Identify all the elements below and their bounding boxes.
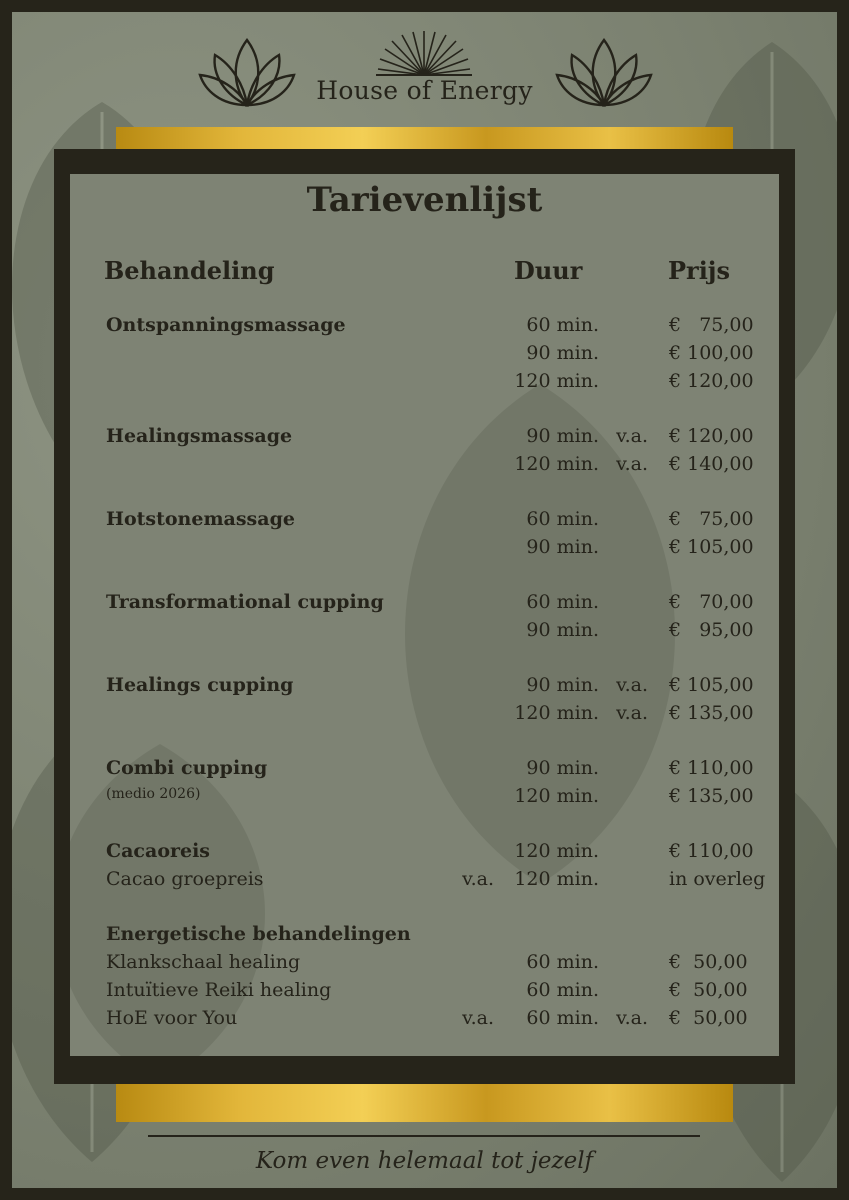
duration-value: 60 min. — [526, 979, 599, 1001]
treatment-name: Klankschaal healing — [106, 951, 301, 973]
brand-name: House of Energy — [316, 76, 533, 105]
duration-value: 120 min. — [514, 453, 599, 475]
gold-band-bottom — [116, 1084, 733, 1122]
price-value: € 110,00 — [669, 840, 754, 862]
header-treatment: Behandeling — [104, 256, 275, 285]
treatment-name: Combi cupping — [106, 757, 268, 779]
duration-value: 120 min. — [514, 868, 599, 890]
price-value: € 50,00 — [669, 951, 748, 973]
price-value: in overleg — [669, 868, 766, 890]
price-value: € 135,00 — [669, 785, 754, 807]
from-label: v.a. — [462, 1007, 494, 1029]
price-value: € 140,00 — [669, 453, 754, 475]
duration-value: 60 min. — [526, 591, 599, 613]
header-price: Prijs — [668, 256, 731, 285]
treatment-name: Healings cupping — [106, 674, 294, 696]
treatment-name: Cacaoreis — [106, 840, 210, 862]
from-label: v.a. — [616, 674, 648, 696]
duration-value: 60 min. — [526, 951, 599, 973]
from-label: v.a. — [616, 702, 648, 724]
duration-value: 120 min. — [514, 702, 599, 724]
divider-line — [148, 1135, 700, 1137]
price-value: € 120,00 — [669, 425, 754, 447]
treatment-name: Energetische behandelingen — [106, 923, 411, 945]
duration-value: 90 min. — [526, 425, 599, 447]
price-value: € 75,00 — [669, 508, 754, 530]
treatment-name: Hotstonemassage — [106, 508, 295, 530]
duration-value: 90 min. — [526, 619, 599, 641]
price-value: € 120,00 — [669, 370, 754, 392]
price-value: € 95,00 — [669, 619, 754, 641]
sunburst-icon — [376, 31, 472, 75]
duration-value: 90 min. — [526, 536, 599, 558]
duration-value: 90 min. — [526, 342, 599, 364]
price-value: € 50,00 — [669, 1007, 748, 1029]
treatment-name: Intuïtieve Reiki healing — [106, 979, 332, 1001]
price-value: € 105,00 — [669, 674, 754, 696]
gold-band-top — [116, 127, 733, 149]
treatment-name: Healingsmassage — [106, 425, 293, 447]
duration-value: 120 min. — [514, 840, 599, 862]
treatment-name: Ontspanningsmassage — [106, 314, 346, 336]
treatment-name: Cacao groepreis — [106, 868, 264, 890]
tagline: Kom even helemaal tot jezelf — [255, 1148, 594, 1174]
treatment-name: (medio 2026) — [106, 786, 201, 802]
treatment-name: HoE voor You — [106, 1007, 238, 1029]
treatment-name: Transformational cupping — [106, 591, 384, 613]
price-value: € 110,00 — [669, 757, 754, 779]
duration-value: 60 min. — [526, 1007, 599, 1029]
logo — [0, 25, 849, 120]
price-value: € 135,00 — [669, 702, 754, 724]
price-value: € 100,00 — [669, 342, 754, 364]
from-label: v.a. — [462, 868, 494, 890]
header-duration: Duur — [514, 256, 583, 285]
page-title: Tarievenlijst — [306, 180, 543, 220]
duration-value: 120 min. — [514, 785, 599, 807]
duration-value: 60 min. — [526, 314, 599, 336]
duration-value: 90 min. — [526, 674, 599, 696]
from-label: v.a. — [616, 453, 648, 475]
from-label: v.a. — [616, 1007, 648, 1029]
duration-value: 60 min. — [526, 508, 599, 530]
price-value: € 50,00 — [669, 979, 748, 1001]
duration-value: 120 min. — [514, 370, 599, 392]
price-value: € 70,00 — [669, 591, 754, 613]
price-value: € 105,00 — [669, 536, 754, 558]
price-value: € 75,00 — [669, 314, 754, 336]
duration-value: 90 min. — [526, 757, 599, 779]
from-label: v.a. — [616, 425, 648, 447]
